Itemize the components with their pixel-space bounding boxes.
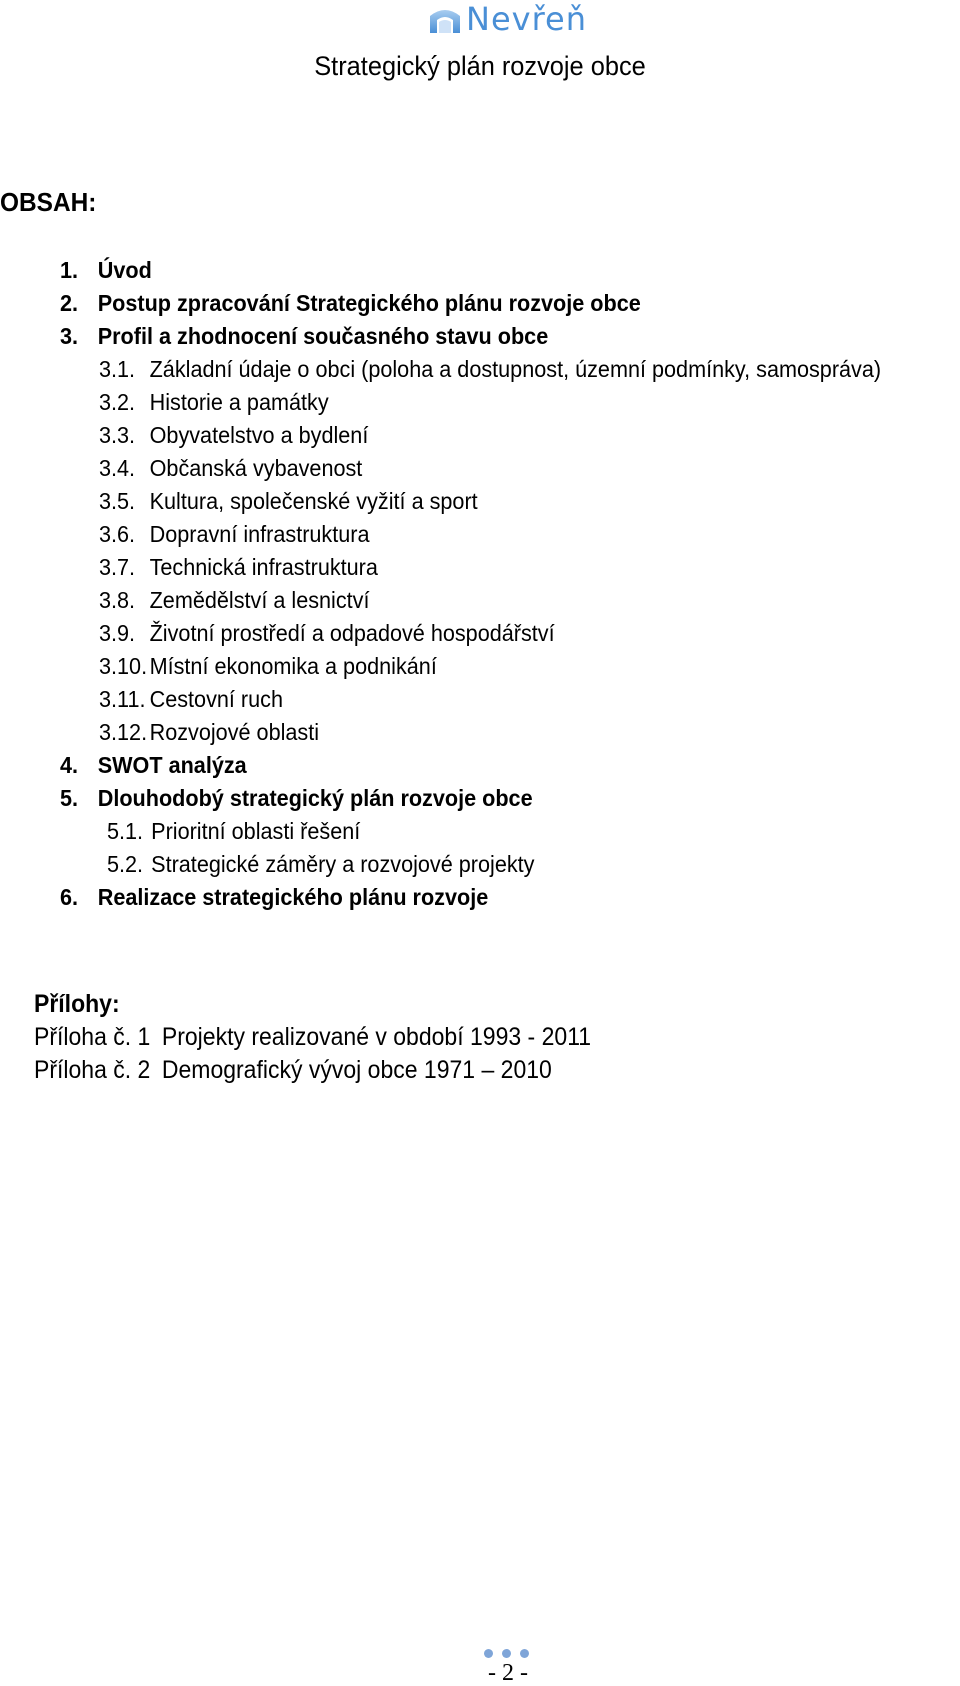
document-title: Strategický plán rozvoje obce [314, 51, 646, 81]
toc-item-text: Postup zpracování Strategického plánu rozvoje obce [97, 290, 641, 316]
toc-item-text: Občanská vybavenost [149, 455, 363, 481]
toc-item-number: 5.1. [107, 818, 144, 844]
toc-item-text: Cestovní ruch [149, 686, 283, 712]
toc-item-number: 3.2. [99, 389, 136, 415]
toc-item-number: 3.4. [99, 455, 136, 481]
dot-icon [502, 1649, 511, 1658]
logo-wordmark: Nevřeň [466, 0, 587, 38]
toc-item-number: 3.11. [99, 686, 146, 712]
header-logo [0, 0, 960, 40]
appendix-label: Příloha č. 1 [34, 1023, 151, 1051]
toc-item-number: 1. [60, 257, 79, 283]
toc-item-text: Profil a zhodnocení současného stavu obce [97, 323, 549, 349]
toc-item-number: 6. [60, 884, 79, 910]
toc-item-text: Zemědělství a lesnictví [149, 587, 370, 613]
toc-item-text: SWOT analýza [97, 752, 247, 778]
footer-dots-decoration [484, 1649, 532, 1659]
toc-item-text: Dlouhodobý strategický plán rozvoje obce [97, 785, 533, 811]
toc-item-number: 3.7. [99, 554, 136, 580]
toc-item-text: Prioritní oblasti řešení [151, 818, 361, 844]
toc-item-number: 3.3. [99, 422, 136, 448]
toc-item-number: 5.2. [107, 851, 144, 877]
appendix-text: Demografický vývoj obce 1971 – 2010 [161, 1056, 552, 1084]
nevren-logo-icon [428, 6, 462, 34]
appendix-label: Příloha č. 2 [34, 1056, 151, 1084]
toc-item-text: Technická infrastruktura [149, 554, 378, 580]
dot-icon [484, 1649, 493, 1658]
toc-item-text: Strategické záměry a rozvojové projekty [151, 851, 535, 877]
toc-item-text: Dopravní infrastruktura [149, 521, 370, 547]
toc-item-number: 2. [60, 290, 79, 316]
toc-item-text: Životní prostředí a odpadové hospodářství [149, 620, 555, 646]
toc-item-number: 3. [60, 323, 79, 349]
toc-item-number: 3.1. [99, 356, 136, 382]
toc-item-text: Realizace strategického plánu rozvoje [97, 884, 489, 910]
page-number: - 2 - [488, 1660, 528, 1686]
toc-heading: OBSAH: [0, 187, 97, 217]
toc-item-number: 5. [60, 785, 79, 811]
appendices-heading: Přílohy: [34, 990, 120, 1018]
toc-item-number: 3.10. [99, 653, 148, 679]
toc-item-number: 3.9. [99, 620, 136, 646]
toc-item-number: 3.8. [99, 587, 136, 613]
toc-item-number: 3.5. [99, 488, 136, 514]
toc-item-text: Obyvatelstvo a bydlení [149, 422, 369, 448]
toc-item-text: Historie a památky [149, 389, 329, 415]
appendix-text: Projekty realizované v období 1993 - 2011 [161, 1023, 592, 1051]
toc-item-text: Základní údaje o obci (poloha a dostupnost, územní podmínky, samospráva) [149, 356, 882, 382]
toc-item-number: 4. [60, 752, 79, 778]
toc-item-number: 3.12. [99, 719, 148, 745]
dot-icon [520, 1649, 529, 1658]
toc-item-text: Úvod [97, 257, 152, 283]
toc-item-number: 3.6. [99, 521, 136, 547]
toc-item-text: Místní ekonomika a podnikání [149, 653, 437, 679]
toc-item-text: Kultura, společenské vyžití a sport [149, 488, 478, 514]
toc-item-text: Rozvojové oblasti [149, 719, 320, 745]
